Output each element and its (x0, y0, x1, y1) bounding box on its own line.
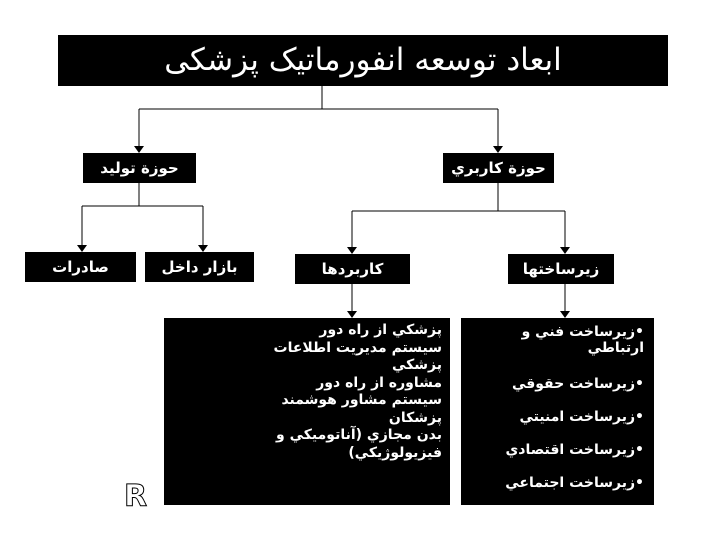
node-domestic-market: بازار داخل (145, 252, 254, 282)
infrastructures-list (461, 318, 654, 505)
logo-r-icon: R (124, 479, 146, 514)
infrastructure-item: •زيرساخت اجتماعي (505, 475, 644, 491)
diagram-title: ابعاد توسعه انفورماتيک پزشکی (58, 35, 668, 86)
applications-line: پزشكان (388, 409, 442, 426)
applications-line: بدن مجازي (آناتوميكي و (276, 427, 442, 443)
applications-line: سيستم مديريت اطلاعات (273, 339, 442, 356)
applications-list (164, 318, 450, 505)
applications-line: سيستم مشاور هوشمند (281, 392, 442, 408)
node-usage-domain: حوزة كاربري (443, 153, 554, 183)
node-production-domain: حوزة توليد (83, 153, 196, 183)
applications-line: پزشكي از راه دور (319, 322, 442, 338)
applications-line: پزشكي (391, 357, 442, 373)
node-applications: كاربردها (295, 254, 410, 284)
infrastructure-item: •زيرساخت اقتصادي (505, 442, 644, 458)
infrastructure-item: •زيرساخت فني و ارتباطي (521, 324, 644, 356)
node-export: صادرات (25, 252, 136, 282)
infrastructure-item: •زيرساخت حقوقي (511, 376, 644, 392)
applications-line: فيزيولوژيكي) (348, 444, 442, 461)
applications-line: مشاوره از راه دور (316, 374, 442, 391)
infrastructure-item: •زيرساخت امنيتي (519, 409, 644, 425)
node-infrastructures: زيرساختها (508, 254, 614, 284)
